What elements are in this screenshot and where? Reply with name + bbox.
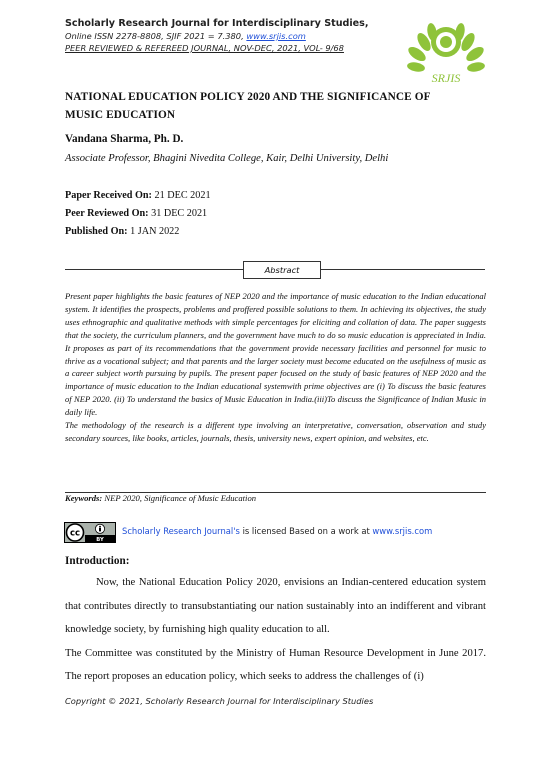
intro-paragraph-1: Now, the National Education Policy 2020, envisions an Indian-centered education system that contributes directly to transubstantiating our nation sustainably into an indifferent and vibrant knowledge society, by furnishing high quality education to all. [65, 577, 486, 635]
introduction-heading: Introduction: [65, 555, 130, 567]
journal-header [65, 17, 395, 54]
cc-by-license-icon[interactable] [64, 522, 116, 543]
journal-logo [402, 12, 490, 86]
abstract-paragraph: Present paper highlights the basic features of NEP 2020 and the importance of music education to the Indian educational system. It identifies the prospects, problems and proffered possible solutions to them. In achieving its objectives, the study uses ethnographic and qualitative methods with simple percentages for eliciting and collation of data. The paper suggests that the society, the curriculum planners, and the government have much to do so music education is appreciated in India. It proposes as part of its recommendations that the government provide necessary facilities and personnel for music to thrive as a vocational subject; and that parents and the larger society must become educated on the usefulness of music as a career subject worth pursuing by pupils. The present paper focused on the study of basic features of NEP 2020 and the importance of music education to the Indian educational systemwith prime objectives are (i) To discuss the basic features of NEP 2020. (ii) To understand the basics of Music Education in India.(iii)To discuss the Significance of Indian Music in daily life. [65, 291, 486, 418]
intro-paragraph-2: The Committee was constituted by the Ministry of Human Resource Development in June 2017. The report proposes an education policy, which seeks to address the challenges of (i) [65, 647, 486, 682]
logo-text: SRJIS [431, 71, 461, 85]
cc-badge-text: cc [69, 528, 81, 539]
journal-website-link[interactable]: www.srjis.com [246, 31, 306, 41]
license-journal-name: Scholarly Research Journal's [122, 526, 240, 536]
paper-author: Vandana Sharma, Ph. D. [65, 133, 184, 145]
paper-title: NATIONAL EDUCATION POLICY 2020 AND THE SIGNIFICANCE OF MUSIC EDUCATION [65, 91, 431, 121]
journal-name: Scholarly Research Journal for Interdisciplinary Studies, [65, 18, 369, 29]
license-middle-text: is licensed Based on a work at [239, 526, 373, 536]
introduction-body [65, 571, 486, 689]
keywords-text: NEP 2020, Significance of Music Education [102, 493, 257, 503]
by-badge-text: BY [96, 537, 104, 543]
keywords-label: Keywords: [65, 493, 103, 503]
license-url-link[interactable]: www.srjis.com [372, 526, 433, 536]
paper-dates [65, 187, 211, 241]
license-statement [122, 526, 432, 536]
abstract-methodology: The methodology of the research is a different type involving an interpretative, conversation, observation and study secondary sources, like books, articles, journals, thesis, university news, expert opinion, and websites, etc. [65, 420, 486, 443]
issn-text: Online ISSN 2278-8808, SJIF 2021 = 7.380, [65, 31, 247, 41]
abstract-body [65, 290, 486, 445]
issn-line [65, 30, 395, 42]
abstract-heading: Abstract [243, 261, 321, 279]
date-reviewed: Peer Reviewed On: 31 DEC 2021 [65, 208, 208, 219]
copyright-footer: Copyright © 2021, Scholarly Research Journal for Interdisciplinary Studies [65, 696, 374, 706]
date-received: Paper Received On: 21 DEC 2021 [65, 190, 211, 201]
keywords-line [65, 493, 256, 503]
author-affiliation: Associate Professor, Bhagini Nivedita College, Kair, Delhi University, Delhi [65, 153, 389, 164]
date-published: Published On: 1 JAN 2022 [65, 226, 180, 237]
peer-review-line: PEER REVIEWED & REFEREED JOURNAL, NOV-DEC, 2021, VOL- 9/68 [65, 43, 344, 53]
